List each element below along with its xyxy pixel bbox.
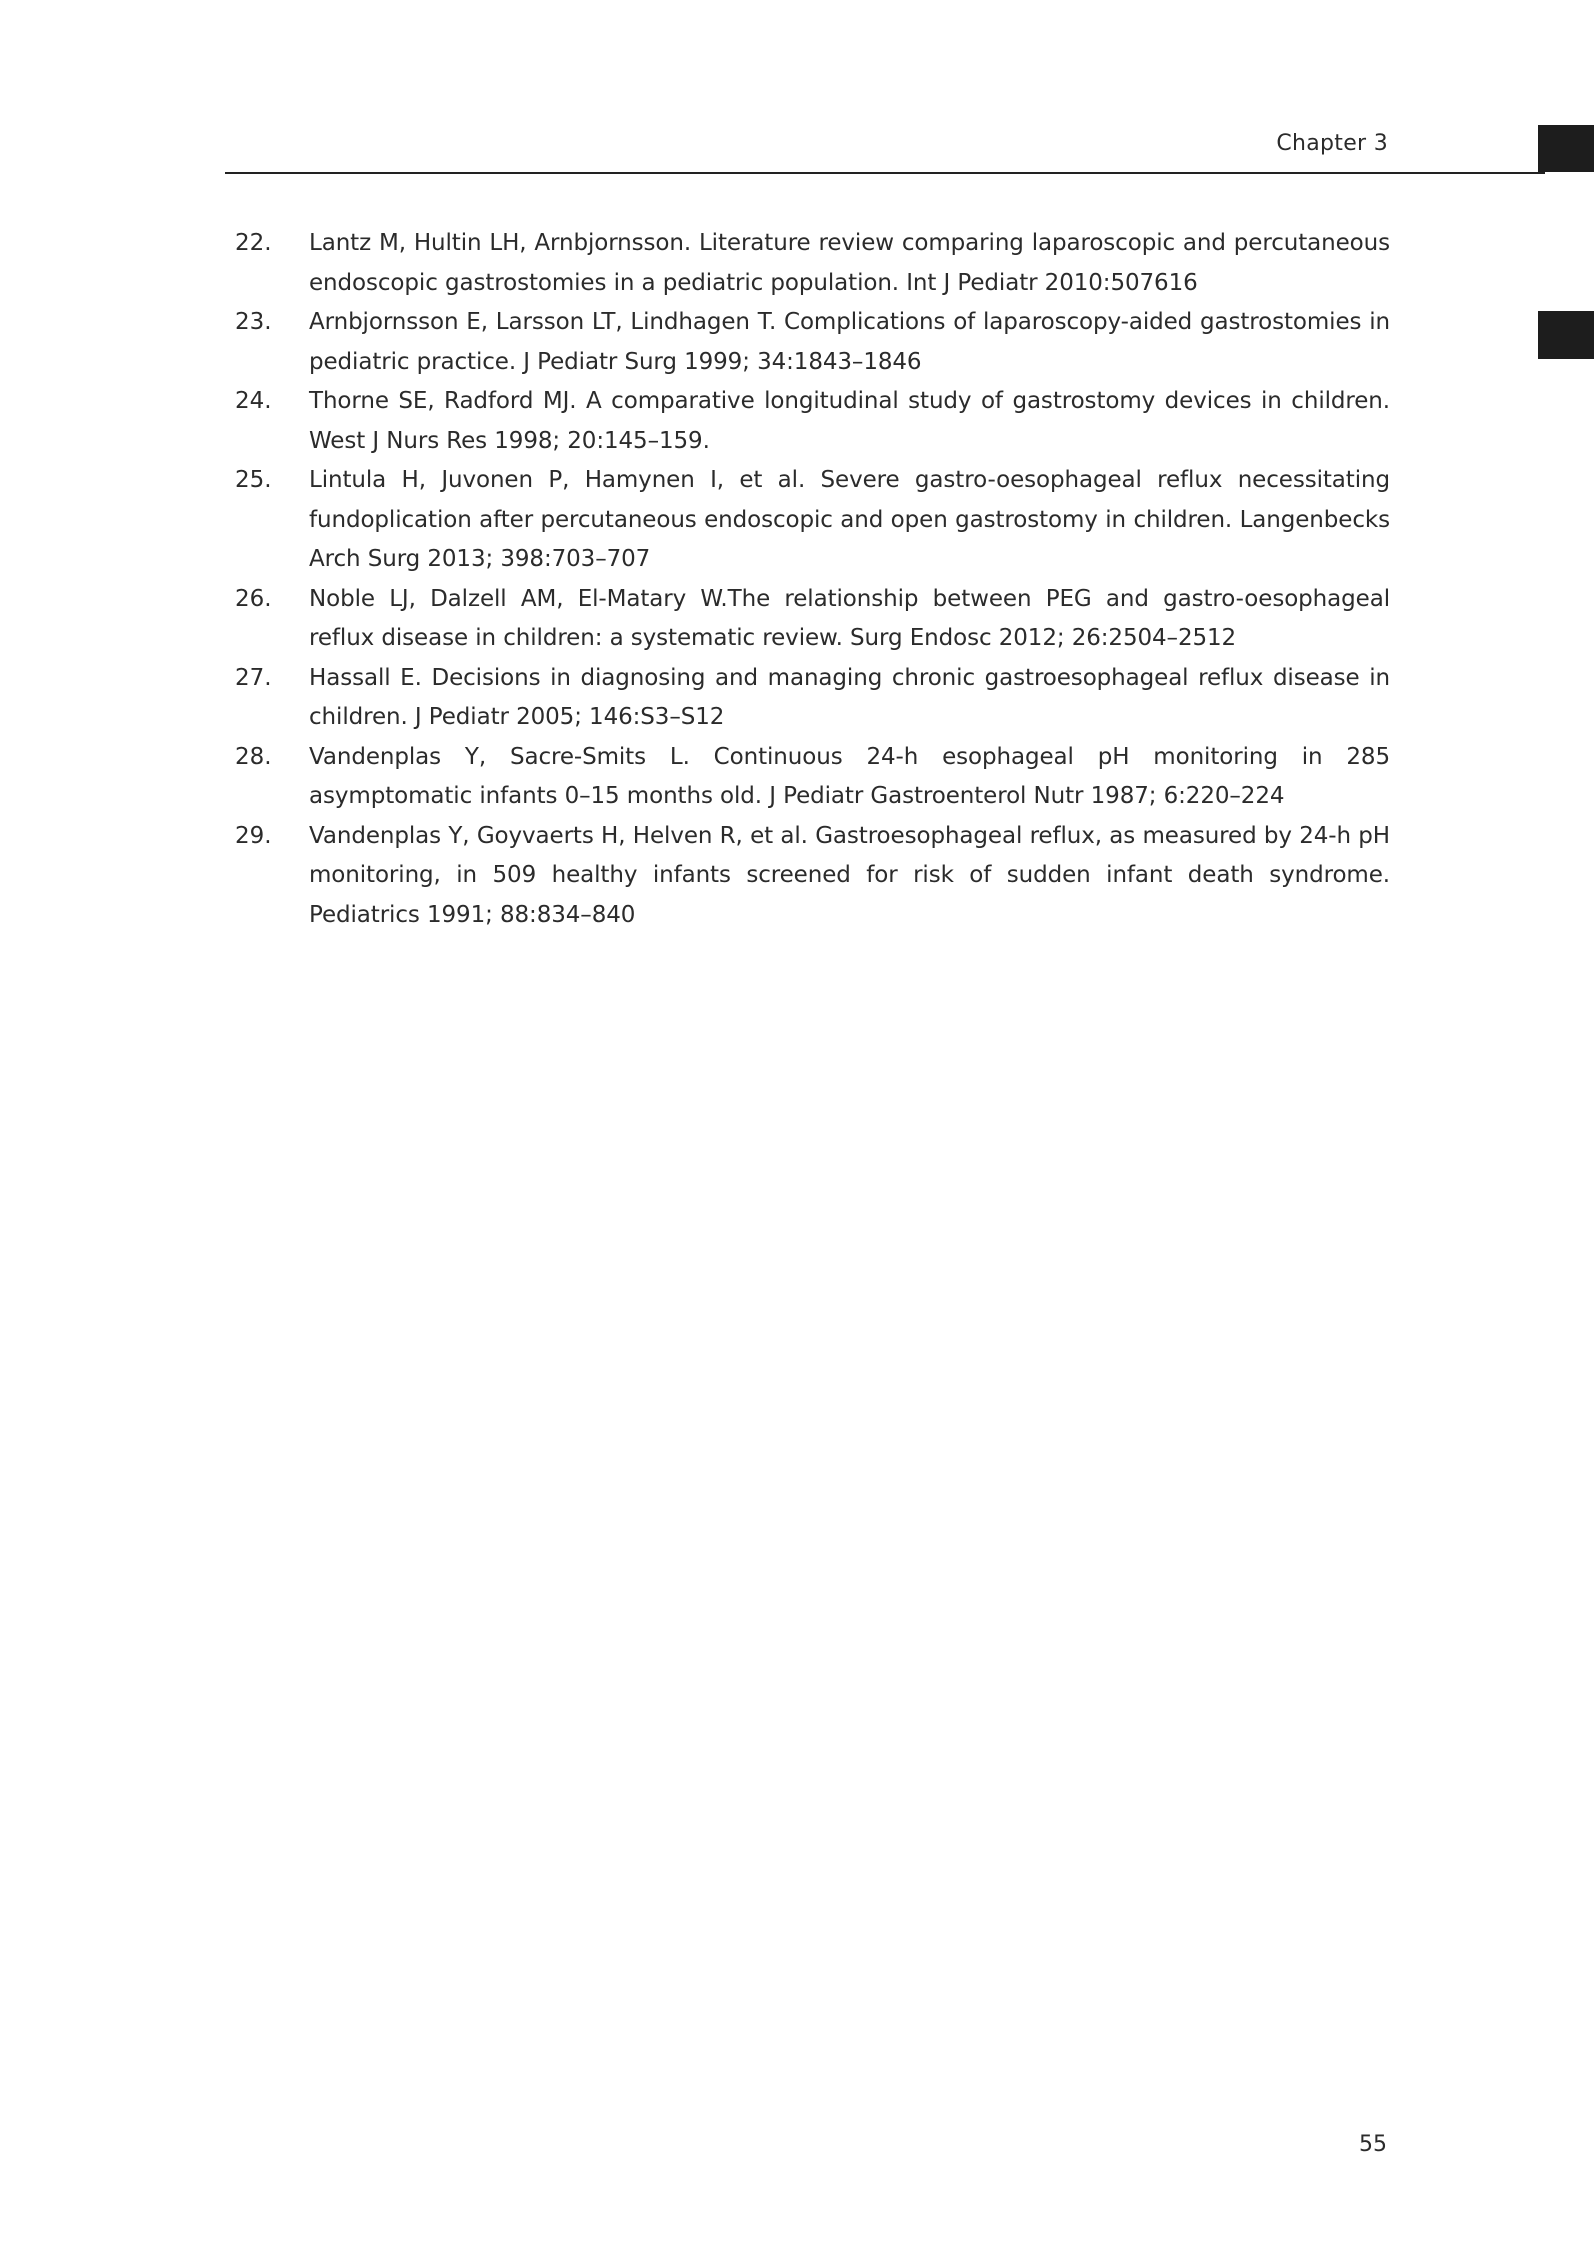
reference-item [225, 580, 1390, 659]
reference-item [225, 659, 1390, 738]
reference-number: 24. [235, 388, 272, 414]
reference-text: Arnbjornsson E, Larsson LT, Lindhagen T. Complications of laparoscopy-aided gastrostomies in pediatric practice. J Pediatr Surg 1999; 34:1843–1846 [309, 309, 1390, 375]
reference-text: Lantz M, Hultin LH, Arnbjornsson. Literature review comparing laparoscopic and percutaneous endoscopic gastrostomies in a pediatric population. Int J Pediatr 2010:507616 [309, 230, 1390, 296]
reference-number: 27. [235, 664, 272, 691]
page-header [225, 125, 1545, 174]
reference-item [225, 738, 1390, 817]
reference-number: 25. [235, 467, 272, 493]
reference-list [225, 224, 1390, 935]
chapter-thumb-tab [1538, 125, 1594, 172]
reference-text: Vandenplas Y, Goyvaerts H, Helven R, et al. Gastroesophageal reflux, as measured by 24-h pH monitoring, in 509 healthy infants screened for risk of sudden infant death syndrome. Pediatrics 1991; 88:834–840 [309, 822, 1390, 928]
reference-text: Thorne SE, Radford MJ. A comparative longitudinal study of gastrostomy devices in children. West J Nurs Res 1998; 20:145–159. [309, 388, 1390, 454]
reference-item [225, 817, 1390, 936]
reference-text: Vandenplas Y, Sacre-Smits L. Continuous 24-h esophageal pH monitoring in 285 asymptomatic infants 0–15 months old. J Pediatr Gastroenterol Nutr 1987; 6:220–224 [309, 743, 1390, 809]
reference-text: Noble LJ, Dalzell AM, El-Matary W.The relationship between PEG and gastro-oesophageal reflux disease in children: a systematic review. Surg Endosc 2012; 26:2504–2512 [309, 585, 1390, 651]
page-number: 55 [1359, 2132, 1387, 2157]
reference-number: 22. [235, 230, 272, 256]
reference-item [225, 303, 1390, 382]
reference-text: Hassall E. Decisions in diagnosing and managing chronic gastroesophageal reflux disease in children. J Pediatr 2005; 146:S3–S12 [309, 664, 1390, 730]
reference-number: 28. [235, 743, 272, 770]
reference-text: Lintula H, Juvonen P, Hamynen I, et al. Severe gastro-oesophageal reflux necessitating fundoplication after percutaneous endoscopic and open gastrostomy in children. Langenbecks Arch Surg 2013; 398:703–707 [309, 467, 1390, 572]
reference-item [225, 382, 1390, 461]
chapter-marker-tab [1538, 311, 1594, 359]
reference-number: 26. [235, 585, 272, 612]
reference-number: 23. [235, 309, 272, 335]
running-title: Chapter 3 [1276, 131, 1388, 156]
reference-item [225, 224, 1390, 303]
reference-item [225, 461, 1390, 580]
reference-number: 29. [235, 822, 272, 849]
